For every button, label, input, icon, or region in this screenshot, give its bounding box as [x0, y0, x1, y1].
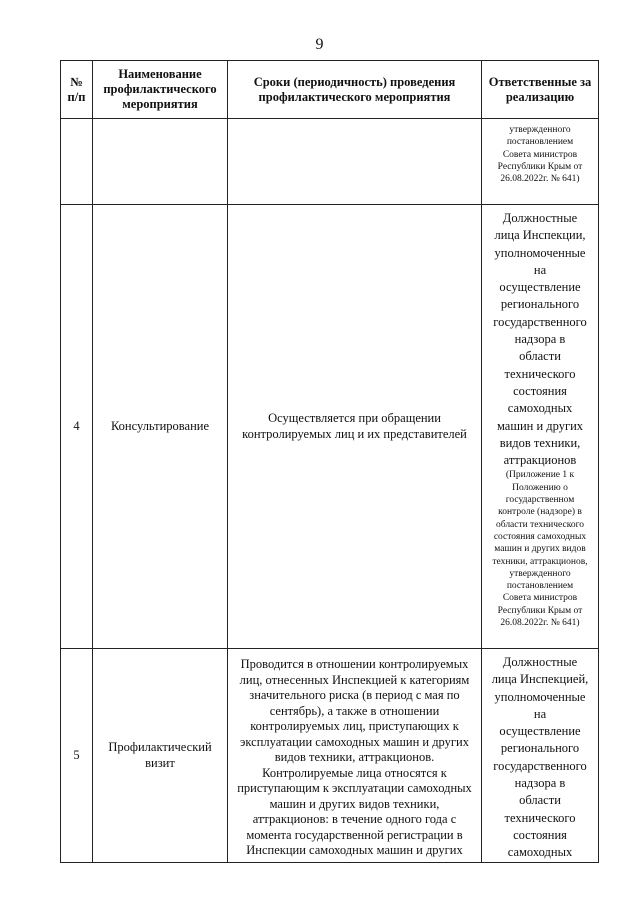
row-num: 5 — [61, 649, 93, 863]
row-name: Консультирование — [93, 205, 228, 649]
row-responsible — [482, 205, 599, 649]
row-name — [93, 119, 228, 205]
responsible-main: Должностные лица Инспекции, уполномоченные на осуществление регионального государственного надзора в области технического состояния самоходных машин и других видов техники, аттракционов — [493, 211, 587, 468]
row-terms: Осуществляется при обращении контролируемых лиц и их представителей — [228, 205, 482, 649]
row-responsible — [482, 649, 599, 863]
responsible-note: утвержденного постановлением Совета министров Республики Крым от 26.08.2022г. № 641) — [497, 125, 583, 185]
table-row — [61, 119, 599, 205]
row-num — [61, 119, 93, 205]
page-number: 9 — [315, 36, 324, 53]
row-terms: Проводится в отношении контролируемых лиц, отнесенных Инспекцией к категориям значительного риска (в период с мая по сентябрь), а также в отношении контролируемых лиц, приступающих к эксплуатации самоходных машин и других видов техники, аттракционов. Контролируемые лица относятся к приступающим к эксплуатации самоходных машин и других видов техники, аттракционов: в течение одного года с момента государственной регистрации в Инспекции самоходных машин и других — [228, 649, 482, 863]
row-terms — [228, 119, 482, 205]
table-row — [61, 205, 599, 649]
header-responsible: Ответственные за реализацию — [482, 61, 599, 119]
table-row — [61, 649, 599, 863]
measures-table — [60, 60, 599, 863]
row-name: Профилактический визит — [93, 649, 228, 863]
row-responsible — [482, 119, 599, 205]
row-num: 4 — [61, 205, 93, 649]
header-name: Наименование профилактического мероприятия — [93, 61, 228, 119]
responsible-note: (Приложение 1 к Положению о государственном контроле (надзоре) в области технического состояния самоходных машин и других видов техники, аттракционов, утвержденного постановлением Совета министров Республики Крым от 26.08.2022г. № 641) — [492, 470, 588, 629]
responsible-main: Должностные лица Инспекцией, уполномоченные на осуществление регионального государственного надзора в области технического состояния самоходных — [491, 655, 589, 860]
table-header-row — [61, 61, 599, 119]
header-num: № п/п — [61, 61, 93, 119]
header-terms: Сроки (периодичность) проведения профилактического мероприятия — [228, 61, 482, 119]
